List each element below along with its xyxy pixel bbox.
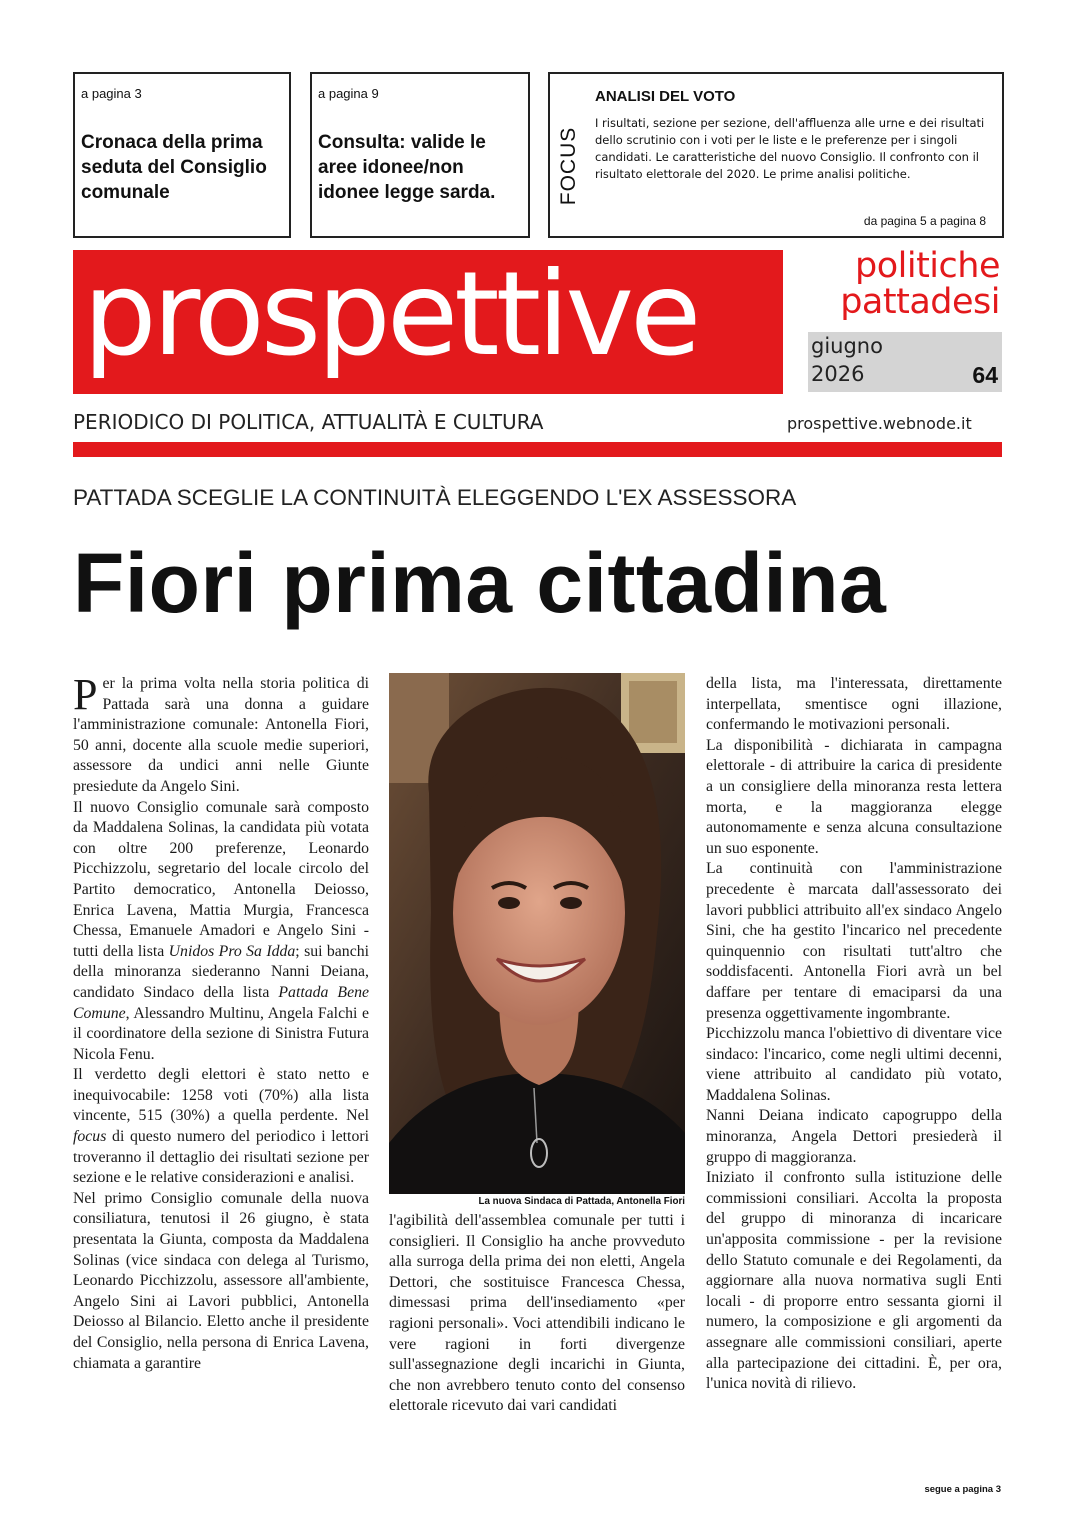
issue-number: 64: [972, 362, 998, 388]
paragraph: l'agibilità dell'assemblea comunale per tutti i consiglieri. Il Consiglio ha anche provveduto alla surroga della prima dei non eletti, Angela Dettori, che sostituisce Francesca Chessa, dimessasi prima dell'insediamento «per ragioni personali». Voci attendibili indicano le vere ragioni in forti divergenze sull'assegnazione degli incarichi in Giunta, che non avrebbero tenuto conto del consenso elettorale ricevuto dai vari candidati: [389, 1212, 685, 1415]
article-column-2: [389, 1211, 685, 1417]
article-kicker: PATTADA SCEGLIE LA CONTINUITÀ ELEGGENDO L'EX ASSESSORA: [73, 485, 797, 510]
paragraph: Il verdetto degli elettori è stato netto e inequivocabile: 1258 voti (70%) alla lista vincente, 515 (30%) a quella perdente. Nel focus di questo numero del periodico i lettori troveranno il dettaglio dei risultati sezione per sezione e le relative considerazioni e analisi.: [73, 1066, 369, 1187]
photo-caption: La nuova Sindaca di Pattada, Antonella Fiori: [478, 1196, 685, 1207]
paragraph: Nanni Deiana indicato capogruppo della minoranza, Angela Dettori presiederà il gruppo di maggioranza.: [706, 1107, 1002, 1166]
focus-box[interactable]: [548, 72, 1004, 238]
teaser-page-ref: a pagina 3: [81, 86, 142, 101]
teaser-box-page-3[interactable]: [73, 72, 291, 238]
paragraph: [73, 670, 369, 798]
teaser-headline: Consulta: valide le aree idonee/non idonee legge sarda.: [318, 132, 496, 203]
list-name: Pattada Bene Comune: [73, 983, 369, 1022]
masthead-subtitle: [800, 248, 1000, 320]
article-headline: Fiori prima cittadina: [73, 536, 887, 630]
focus-ref: focus: [73, 1128, 107, 1146]
paragraph-text: er la prima volta nella storia politica di Pattada sarà una donna a guidare l'amministrazione comunale: Antonella Fiori, 50 anni, docente alla scuole medie superiori, assessore da undici anni nelle Giunte presiedute da Angelo Sini.: [73, 675, 369, 795]
list-name: Unidos Pro Sa Idda: [168, 942, 296, 960]
divider-bar: [73, 442, 1002, 457]
subtitle-line: pattadesi: [840, 282, 1000, 322]
teaser-headline: Cronaca della prima seduta del Consiglio comunale: [81, 132, 267, 203]
paragraph: La continuità con l'amministrazione precedente è marcata dall'assessorato dei lavori pubblici attribuito all'ex sindaco Angelo Sini, che ha gestito l'incarico nel precedente quinquennio con risultati tutt'altro che soddisfacenti. Antonella Fiori avrà un bel daffare per tentare di emaciparsi da una presenza oggettivamente ingombrante.: [706, 860, 1002, 1022]
article-column-1: [73, 670, 369, 1374]
focus-text: I risultati, sezione per sezione, dell'affluenza alle urne e dei risultati dello scrutinio con i voti per le liste e le preferenze per i singoli candidati. Le caratteristiche del nuovo Consiglio. Il confronto con il risultato elettorale del 2020. Le prime analisi politiche.: [595, 116, 985, 181]
website-link[interactable]: prospettive.webnode.it: [787, 414, 972, 433]
issue-month: giugno: [811, 334, 883, 358]
issue-year: 2026: [811, 362, 865, 386]
paragraph: Il nuovo Consiglio comunale sarà composto da Maddalena Solinas, la candidata più votata con oltre 200 preferenze, Leonardo Picchizzolu, segretario del locale circolo del Partito democratico, Antonella Deiosso, Enrica Lavena, Mattia Murgia, Francesca Chessa, Emanuele Amadori e Angelo Sini - tutti della lista Unidos Pro Sa Idda; sui banchi della minoranza siederanno Nanni Deiana, candidato Sindaco della lista Pattada Bene Comune, Alessandro Multinu, Angela Falchi e il coordinatore della sezione di Sinistra Futura Nicola Fenu.: [73, 798, 369, 1063]
focus-page-ref: da pagina 5 a pagina 8: [863, 214, 986, 228]
subtitle-line: politiche: [855, 246, 1000, 286]
paragraph: La disponibilità - dichiarata in campagna elettorale - di attribuire la carica di presidente a un consigliere della minoranza resta lettera morta, e la maggioranza elegge autonomamente e senza alcuna consultazione un suo esponente.: [706, 736, 1002, 857]
portrait-photo: [389, 673, 685, 1194]
masthead-title: prospettive: [83, 250, 698, 382]
masthead-logo: [73, 250, 783, 394]
focus-label: FOCUS: [557, 126, 580, 206]
issue-box: [808, 332, 1002, 392]
paragraph: Iniziato il confronto sulla istituzione delle commissioni consiliari. Accolta la proposta del gruppo di minoranza di incaricare un'apposita commissione - per la revisione dello Statuto comunale e dei Regolamenti, da aggiornare alla nuova normativa sugli Enti locali - di proporre entro sessanta giorni il numero, la composizione e gli argomenti da assegnare alle commissioni consiliari, aperte alla partecipazione dei cittadini. È, per ora, l'unica novità di rilievo.: [706, 1169, 1002, 1393]
paragraph: Nel primo Consiglio comunale della nuova consiliatura, tenutosi il 26 giugno, è stata presentata la Giunta, composta da Maddalena Solinas (vice sindaca con delega al Turismo, Leonardo Picchizzolu, assessore all'ambiente, Angelo Sini ai Lavori pubblici, Antonella Deiosso al Bilancio. Eletto anche il presidente del Consiglio, nella persona di Enrica Lavena, chiamata a garantire: [73, 1189, 369, 1372]
paragraph: della lista, ma l'interessata, direttamente interpellata, smentisce ogni illazione, confermando le motivazioni personali.: [706, 675, 1002, 734]
article-column-3: [706, 674, 1002, 1395]
tagline: PERIODICO DI POLITICA, ATTUALITÀ E CULTURA: [73, 410, 544, 434]
teaser-page-ref: a pagina 9: [318, 86, 379, 101]
teaser-box-page-9[interactable]: [310, 72, 530, 238]
paragraph: Picchizzolu manca l'obiettivo di diventare vice sindaco: l'incarico, come negli ultimi decenni, viene attribuito al candidato più votato, Maddalena Solinas.: [706, 1025, 1002, 1104]
focus-title: ANALISI DEL VOTO: [595, 88, 736, 105]
drop-cap: P: [73, 670, 98, 719]
continued-note[interactable]: segue a pagina 3: [924, 1484, 1001, 1495]
